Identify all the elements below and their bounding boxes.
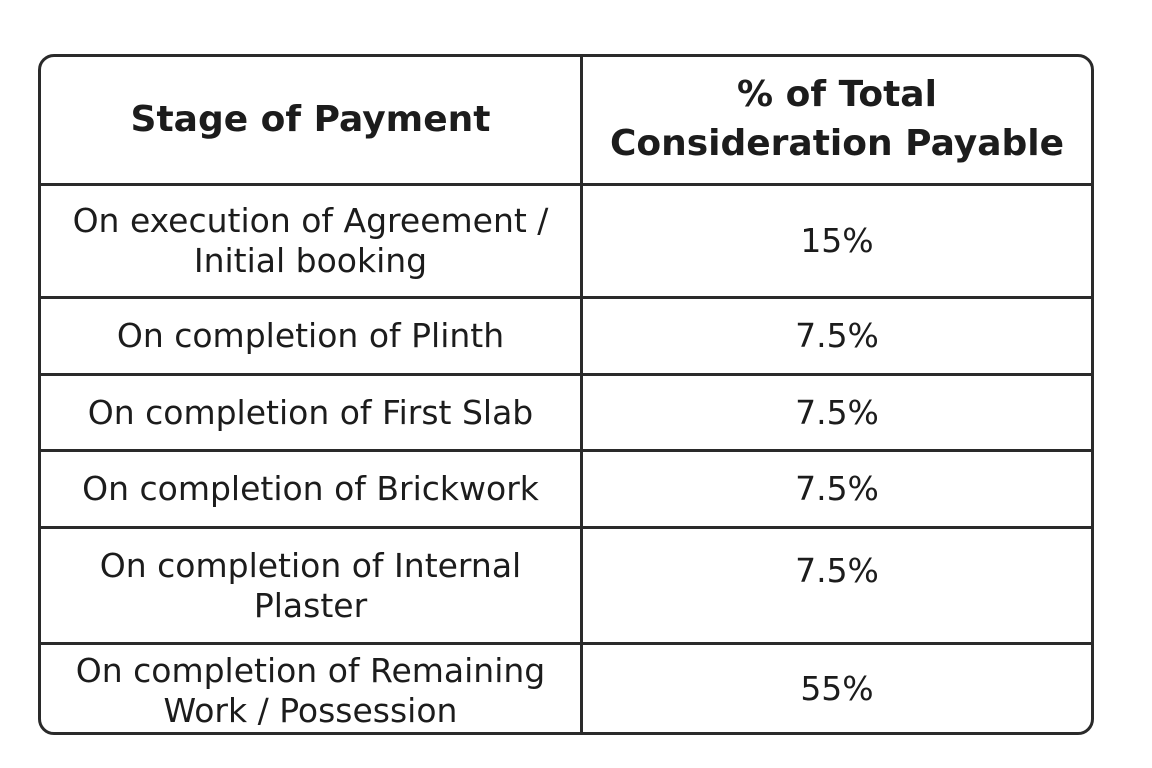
table-row-percent — [583, 186, 1091, 299]
table-row-percent — [583, 645, 1091, 732]
stage-text: On completion of Plinth — [116, 316, 505, 356]
table-row-percent — [583, 452, 1091, 529]
table-row-stage — [41, 376, 583, 452]
header-stage-cell — [41, 57, 583, 186]
percent-value: 7.5% — [795, 469, 879, 509]
percent-value: 55% — [800, 668, 874, 708]
stage-text: On completion of Remaining Work / Possession — [75, 650, 546, 730]
table-row-percent — [583, 299, 1091, 376]
table-row-percent — [583, 529, 1091, 645]
table-row-stage — [41, 186, 583, 299]
table-row-stage — [41, 645, 583, 732]
percent-value: 7.5% — [795, 392, 879, 432]
table-row-stage — [41, 299, 583, 376]
header-percent-cell — [583, 57, 1091, 186]
payment-schedule-table — [38, 54, 1094, 735]
stage-text: On completion of Internal Plaster — [99, 545, 522, 625]
percent-value: 7.5% — [795, 316, 879, 356]
table-row-percent — [583, 376, 1091, 452]
table-grid — [41, 57, 1091, 732]
table-row-stage — [41, 452, 583, 529]
table-row-stage — [41, 529, 583, 645]
stage-text: On execution of Agreement / Initial booking — [72, 201, 549, 280]
header-stage-label: Stage of Payment — [130, 98, 491, 140]
percent-value: 15% — [800, 221, 874, 261]
stage-text: On completion of Brickwork — [82, 469, 539, 509]
percent-value: 7.5% — [795, 551, 879, 590]
stage-text: On completion of First Slab — [87, 392, 534, 432]
header-percent-label: % of Total Consideration Payable — [609, 74, 1065, 164]
